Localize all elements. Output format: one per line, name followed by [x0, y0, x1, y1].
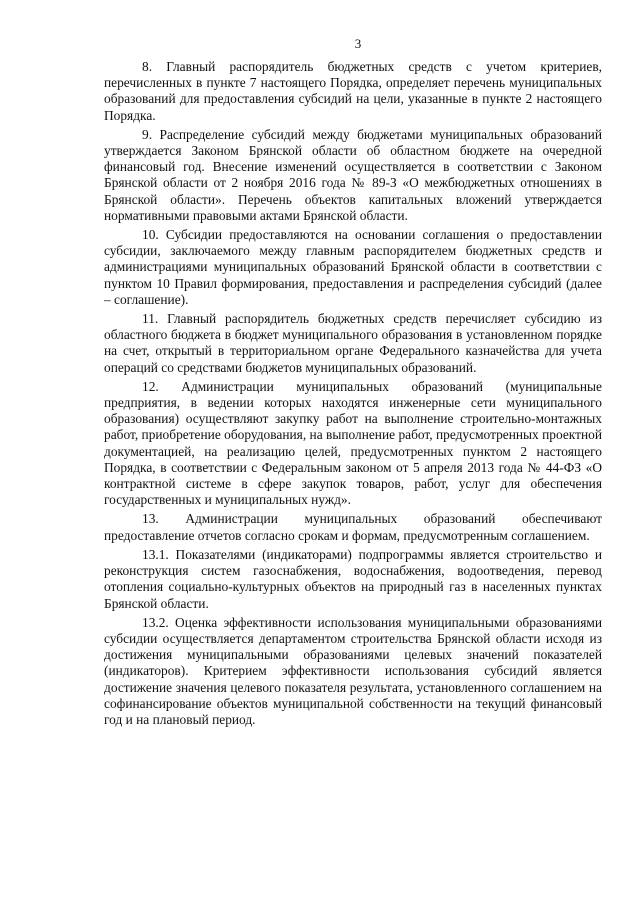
paragraph-13-1: 13.1. Показателями (индикаторами) подпрограммы является строительство и реконструкция систем газоснабжения, водоснабжения, водоотведения, перевод отопления социально-культурных объектов на природный газ в населенных пунктах Брянской области. [104, 546, 602, 611]
paragraph-13: 13. Администрации муниципальных образований обеспечивают предоставление отчетов согласно срокам и формам, предусмотренным соглашением. [104, 511, 602, 543]
paragraph-8: 8. Главный распорядитель бюджетных средств с учетом критериев, перечисленных в пункте 7 настоящего Порядка, определяет перечень муниципальных образований для предоставления субсидий на цели, указанные в пункте 2 настоящего Порядка. [104, 59, 602, 123]
paragraph-13-2: 13.2. Оценка эффективности использования муниципальными образованиями субсидии осуществляется департаментом строительства Брянской области исходя из достижения муниципальными образованиями целевых значений показателей (индикаторов). Критерием эффективности использования субсидий является достижение значения целевого показателя результата, установленного соглашением на софинансирование объектов муниципальной собственности на текущий финансовый год и на плановый период. [104, 614, 602, 727]
page-number: 3 [354, 36, 362, 51]
paragraph-11: 11. Главный распорядитель бюджетных средств перечисляет субсидию из областного бюджета в бюджет муниципального образования в установленном порядке на счет, открытый в территориальном органе Федерального казначейства для учета операций со средствами бюджетов муниципальных образований. [104, 311, 602, 375]
paragraph-12: 12. Администрации муниципальных образований (муниципальные предприятия, в ведении которых находятся инженерные сети муниципального образования) осуществляют закупку работ на выполнение строительно-монтажных работ, приобретение оборудования, на выполнение работ, предусмотренных проектной документацией, на реализацию целей, предусмотренных пунктом 2 настоящего Порядка, в соответствии с Федеральным законом от 5 апреля 2013 года № 44-ФЗ «О контрактной системе в сфере закупок товаров, работ, услуг для обеспечения государственных и муниципальных нужд». [104, 378, 602, 508]
paragraph-10: 10. Субсидии предоставляются на основании соглашения о предоставлении субсидии, заключаемого между главным распорядителем бюджетных средств и администрациями муниципальных образований Брянской области в соответствии с пунктом 10 Правил формирования, предоставления и распределения субсидий (далее – соглашение). [104, 227, 602, 307]
paragraph-9: 9. Распределение субсидий между бюджетами муниципальных образований утверждается Законом Брянской области об областном бюджете на очередной финансовый год. Внесение изменений осуществляется в соответствии с Законом Брянской области от 2 ноября 2016 года № 89-З «О межбюджетных отношениях в Брянской области». Перечень объектов капитальных вложений утверждается нормативными правовыми актами Брянской области. [104, 126, 602, 223]
